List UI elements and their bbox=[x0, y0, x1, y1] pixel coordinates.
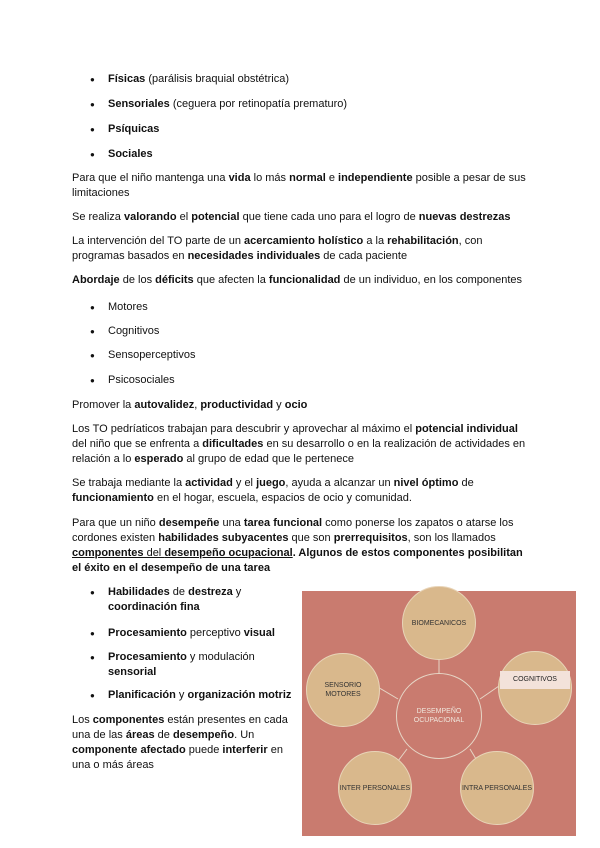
list-item: ● Procesamiento perceptivo visual bbox=[90, 627, 275, 639]
paragraph: Se realiza valorando el potencial que tiene cada uno para el logro de nuevas destrezas bbox=[72, 211, 511, 223]
paragraph: Los componentes están presentes en cada una de las áreas de desempeño. Un componente afectado puede interferir en una o más áreas bbox=[72, 714, 288, 771]
paragraph: Para que un niño desempeñe una tarea funcional como ponerse los zapatos o atarse los cordones existen habilidades subyacentes que son prerrequisitos, son los llamados componentes del desempeño ocupacional. Algunos de estos componentes posibilitan el éxito en el desempeño de una tarea bbox=[72, 517, 523, 574]
list-item: ● Habilidades de destreza y coordinación fina bbox=[90, 586, 242, 613]
cognitive-label: COGNITIVOS bbox=[500, 671, 570, 689]
interpersonal-node: INTER PERSONALES bbox=[338, 751, 412, 825]
list-item: ● Planificación y organización motriz bbox=[90, 689, 292, 701]
list-item: ● Procesamiento y modulación sensorial bbox=[90, 651, 255, 678]
center-node: DESEMPEÑO OCUPACIONAL bbox=[396, 673, 482, 759]
paragraph: Promover la autovalidez, productividad y ocio bbox=[72, 399, 308, 411]
sensorimotor-node: SENSORIO MOTORES bbox=[306, 653, 380, 727]
biomechanics-node: BIOMECANICOS bbox=[402, 586, 476, 660]
paragraph: Los TO pedríaticos trabajan para descubrir y aprovechar al máximo el potencial individual del niño que se enfrenta a dificultades en su desarrollo o en la realización de actividades en relación a lo esperado al grupo de edad que le pertenece bbox=[72, 423, 526, 465]
intrapersonal-node: INTRA PERSONALES bbox=[460, 751, 534, 825]
paragraph: Abordaje de los déficits que afecten la funcionalidad de un individuo, en los componentes bbox=[72, 274, 523, 286]
paragraph: La intervención del TO parte de un acercamiento holístico a la rehabilitación, con programas basados en necesidades individuales de cada paciente bbox=[72, 235, 483, 262]
paragraph: Para que el niño mantenga una vida lo más normal e independiente posible a pesar de sus limitaciones bbox=[72, 172, 526, 199]
paragraph: Se trabaja mediante la actividad y el juego, ayuda a alcanzar un nivel óptimo de funcionamiento en el hogar, escuela, espacios de ocio y comunidad. bbox=[72, 477, 474, 504]
occupational-performance-diagram bbox=[302, 591, 576, 836]
